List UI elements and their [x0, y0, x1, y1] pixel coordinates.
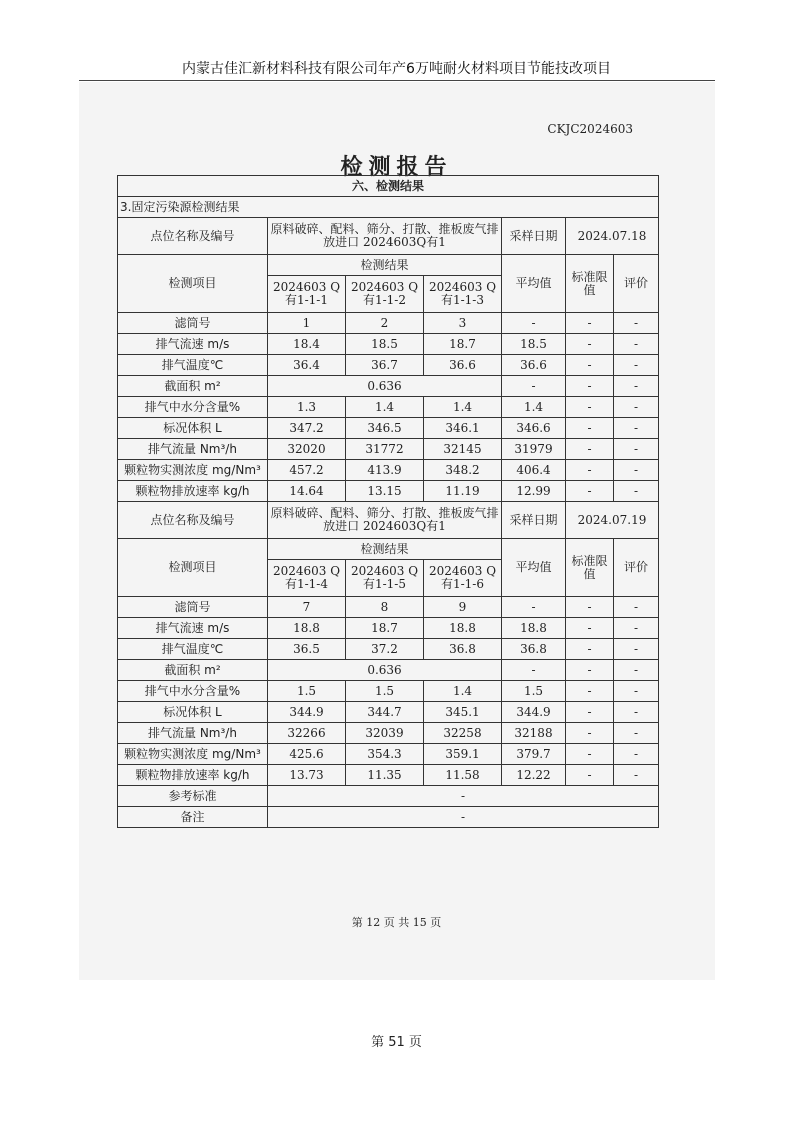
data-cell: 345.1 — [424, 702, 502, 723]
data-cell: 406.4 — [502, 460, 566, 481]
data-cell: - — [614, 439, 659, 460]
data-cell: 346.6 — [502, 418, 566, 439]
sample-date-value: 2024.07.18 — [566, 218, 659, 255]
data-cell: - — [502, 313, 566, 334]
data-cell: - — [614, 334, 659, 355]
site-value: 原料破碎、配料、筛分、打散、推板废气排放进口 2024603Q有1 — [268, 218, 502, 255]
sample-id-header: 2024603 Q有1-1-4 — [268, 560, 346, 597]
data-cell: 1 — [268, 313, 346, 334]
row-label: 排气流量 Nm³/h — [118, 723, 268, 744]
item-header: 检测项目 — [118, 539, 268, 597]
sample-id-header: 2024603 Q有1-1-1 — [268, 276, 346, 313]
table-row — [118, 418, 659, 439]
avg-header: 平均值 — [502, 539, 566, 597]
data-cell: 3 — [424, 313, 502, 334]
reference-label: 参考标准 — [118, 786, 268, 807]
row-label: 颗粒物实测浓度 mg/Nm³ — [118, 744, 268, 765]
row-label: 颗粒物排放速率 kg/h — [118, 765, 268, 786]
inner-page-footer: 第 12 页 共 15 页 — [351, 916, 442, 929]
data-cell: 8 — [346, 597, 424, 618]
data-cell: - — [614, 597, 659, 618]
data-cell: 1.4 — [424, 397, 502, 418]
data-cell: 1.4 — [346, 397, 424, 418]
data-cell: - — [566, 660, 614, 681]
data-cell: 348.2 — [424, 460, 502, 481]
data-cell: 14.64 — [268, 481, 346, 502]
data-cell: 36.7 — [346, 355, 424, 376]
data-cell: - — [614, 618, 659, 639]
table-row — [118, 376, 659, 397]
site-label: 点位名称及编号 — [118, 502, 268, 539]
row-label: 标况体积 L — [118, 418, 268, 439]
data-cell: 13.73 — [268, 765, 346, 786]
data-cell: 36.8 — [424, 639, 502, 660]
data-cell: 344.7 — [346, 702, 424, 723]
table-row — [118, 334, 659, 355]
table-row — [118, 218, 659, 255]
sample-id-header: 2024603 Q有1-1-6 — [424, 560, 502, 597]
table-row — [118, 744, 659, 765]
table-row — [118, 460, 659, 481]
table-row — [118, 702, 659, 723]
row-label: 截面积 m² — [118, 376, 268, 397]
data-cell: 1.4 — [502, 397, 566, 418]
data-cell: - — [614, 313, 659, 334]
data-cell: 36.6 — [424, 355, 502, 376]
site-label: 点位名称及编号 — [118, 218, 268, 255]
avg-header: 平均值 — [502, 255, 566, 313]
data-cell: 9 — [424, 597, 502, 618]
data-cell: 1.5 — [268, 681, 346, 702]
data-cell: 354.3 — [346, 744, 424, 765]
data-cell: - — [566, 334, 614, 355]
limit-header: 标准限值 — [566, 539, 614, 597]
row-label: 排气温度℃ — [118, 639, 268, 660]
sample-date-label: 采样日期 — [502, 502, 566, 539]
data-cell: 13.15 — [346, 481, 424, 502]
data-cell: - — [566, 744, 614, 765]
data-cell: 359.1 — [424, 744, 502, 765]
data-cell: 425.6 — [268, 744, 346, 765]
data-cell: 1.4 — [424, 681, 502, 702]
table-row — [118, 723, 659, 744]
remarks-label: 备注 — [118, 807, 268, 828]
data-cell: - — [502, 660, 566, 681]
row-label: 排气中水分含量% — [118, 681, 268, 702]
data-cell: - — [566, 702, 614, 723]
data-cell: 37.2 — [346, 639, 424, 660]
table-row — [118, 618, 659, 639]
row-label: 截面积 m² — [118, 660, 268, 681]
report-title: 检测报告 — [340, 155, 453, 180]
table-row — [118, 481, 659, 502]
data-cell: 36.8 — [502, 639, 566, 660]
eval-header: 评价 — [614, 539, 659, 597]
data-cell: 12.99 — [502, 481, 566, 502]
table-row — [118, 539, 659, 560]
data-cell: - — [614, 681, 659, 702]
table-row — [118, 397, 659, 418]
data-cell: - — [566, 639, 614, 660]
data-cell: 18.8 — [268, 618, 346, 639]
data-cell: 11.19 — [424, 481, 502, 502]
data-cell: 18.5 — [346, 334, 424, 355]
data-cell: 11.35 — [346, 765, 424, 786]
eval-header: 评价 — [614, 255, 659, 313]
data-cell: 31772 — [346, 439, 424, 460]
limit-header: 标准限值 — [566, 255, 614, 313]
data-cell: 1.3 — [268, 397, 346, 418]
data-cell: 2 — [346, 313, 424, 334]
data-cell: - — [502, 376, 566, 397]
row-label: 滤筒号 — [118, 597, 268, 618]
data-cell: 18.4 — [268, 334, 346, 355]
data-cell: 347.2 — [268, 418, 346, 439]
row-label: 排气流速 m/s — [118, 618, 268, 639]
data-cell: - — [566, 313, 614, 334]
data-cell: - — [566, 397, 614, 418]
section-title: 六、检测结果 — [118, 176, 659, 197]
table-row — [118, 807, 659, 828]
data-cell: - — [614, 355, 659, 376]
data-cell: 32020 — [268, 439, 346, 460]
row-label: 标况体积 L — [118, 702, 268, 723]
row-label: 颗粒物排放速率 kg/h — [118, 481, 268, 502]
data-cell: 344.9 — [502, 702, 566, 723]
data-cell: - — [614, 744, 659, 765]
row-label: 颗粒物实测浓度 mg/Nm³ — [118, 460, 268, 481]
data-cell: - — [614, 460, 659, 481]
subsection-title: 3.固定污染源检测结果 — [118, 197, 659, 218]
data-cell: - — [614, 660, 659, 681]
results-header: 检测结果 — [268, 255, 502, 276]
data-cell: 36.4 — [268, 355, 346, 376]
data-cell: - — [614, 723, 659, 744]
row-label: 排气流量 Nm³/h — [118, 439, 268, 460]
table-row — [118, 439, 659, 460]
data-cell: 18.7 — [346, 618, 424, 639]
data-cell: - — [566, 418, 614, 439]
data-cell: 346.1 — [424, 418, 502, 439]
data-cell: - — [614, 481, 659, 502]
data-cell: - — [566, 597, 614, 618]
data-cell: 457.2 — [268, 460, 346, 481]
data-cell: 12.22 — [502, 765, 566, 786]
table-row — [118, 660, 659, 681]
data-cell: - — [502, 597, 566, 618]
remarks-value: - — [268, 807, 659, 828]
data-cell: 32188 — [502, 723, 566, 744]
data-cell: 32039 — [346, 723, 424, 744]
sample-id-header: 2024603 Q有1-1-5 — [346, 560, 424, 597]
data-cell: 18.7 — [424, 334, 502, 355]
data-cell: - — [566, 460, 614, 481]
page-header: 内蒙古佳汇新材料科技有限公司年产6万吨耐火材料项目节能技改项目 — [182, 61, 611, 77]
data-cell: - — [566, 439, 614, 460]
data-cell: 32258 — [424, 723, 502, 744]
table-row — [118, 597, 659, 618]
data-cell: 18.8 — [502, 618, 566, 639]
sample-date-value: 2024.07.19 — [566, 502, 659, 539]
results-header: 检测结果 — [268, 539, 502, 560]
table-row — [118, 355, 659, 376]
row-label: 滤筒号 — [118, 313, 268, 334]
data-cell: 379.7 — [502, 744, 566, 765]
sample-date-label: 采样日期 — [502, 218, 566, 255]
data-cell: - — [566, 723, 614, 744]
row-label: 排气中水分含量% — [118, 397, 268, 418]
data-cell: 18.5 — [502, 334, 566, 355]
data-cell: 31979 — [502, 439, 566, 460]
table-row — [118, 502, 659, 539]
data-cell: 32266 — [268, 723, 346, 744]
reference-value: - — [268, 786, 659, 807]
page-footer: 第 51 页 — [371, 1035, 422, 1050]
header-divider — [79, 80, 715, 81]
item-header: 检测项目 — [118, 255, 268, 313]
data-cell: 0.636 — [268, 376, 502, 397]
table-row — [118, 786, 659, 807]
table-row — [118, 681, 659, 702]
row-label: 排气温度℃ — [118, 355, 268, 376]
data-cell: 1.5 — [346, 681, 424, 702]
site-value: 原料破碎、配料、筛分、打散、推板废气排放进口 2024603Q有1 — [268, 502, 502, 539]
table-row — [118, 639, 659, 660]
data-cell: 36.5 — [268, 639, 346, 660]
row-label: 排气流速 m/s — [118, 334, 268, 355]
data-cell: - — [566, 765, 614, 786]
data-cell: - — [614, 418, 659, 439]
data-cell: - — [566, 681, 614, 702]
results-table — [117, 175, 659, 828]
sample-id-header: 2024603 Q有1-1-3 — [424, 276, 502, 313]
table-row — [118, 313, 659, 334]
data-cell: 7 — [268, 597, 346, 618]
data-cell: 1.5 — [502, 681, 566, 702]
data-cell: - — [614, 765, 659, 786]
data-cell: 11.58 — [424, 765, 502, 786]
data-cell: - — [614, 702, 659, 723]
data-cell: - — [566, 355, 614, 376]
data-cell: 0.636 — [268, 660, 502, 681]
data-cell: 413.9 — [346, 460, 424, 481]
sample-id-header: 2024603 Q有1-1-2 — [346, 276, 424, 313]
data-cell: - — [566, 618, 614, 639]
data-cell: - — [566, 376, 614, 397]
data-cell: - — [614, 376, 659, 397]
data-cell: 32145 — [424, 439, 502, 460]
table-row — [118, 765, 659, 786]
report-code: CKJC2024603 — [547, 122, 633, 136]
data-cell: 344.9 — [268, 702, 346, 723]
data-cell: - — [614, 639, 659, 660]
data-cell: 346.5 — [346, 418, 424, 439]
data-cell: - — [614, 397, 659, 418]
data-cell: 18.8 — [424, 618, 502, 639]
data-cell: 36.6 — [502, 355, 566, 376]
data-cell: - — [566, 481, 614, 502]
table-row — [118, 255, 659, 276]
